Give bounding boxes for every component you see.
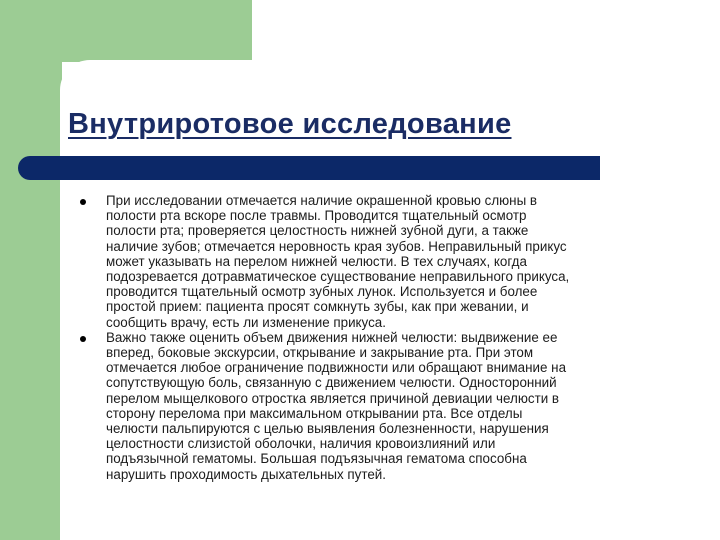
bullet-dot-icon (80, 199, 86, 205)
text-line: подозревается дотравматическое существование неправильного прикуса, (106, 269, 570, 285)
text-line: челюсти пальпируются с целью выявления болезненности, нарушения (106, 421, 549, 437)
title-underline-bar (18, 156, 600, 180)
text-line: полости рта; проверяется целостность нижней зубной дуги, а также (106, 223, 529, 239)
text-line: простой прием: пациента просят сомкнуть зубы, как при жевании, и (106, 299, 529, 315)
text-line: сообщить врачу, есть ли изменение прикуса. (106, 314, 386, 330)
bullet-item (78, 330, 668, 482)
text-line: наличие зубов; отмечается неровность края зубов. Неправильный прикус (106, 238, 567, 254)
text-line: сопутствующую боль, связанную с движением челюсти. Односторонний (106, 375, 557, 391)
text-line: проводится тщательный осмотр зубных лунок. Используется и более (106, 284, 538, 300)
text-line: подъязычной гематомы. Большая подъязычная гематома способна (106, 451, 527, 467)
text-line: полости рта вскоре после травмы. Проводится тщательный осмотр (106, 208, 527, 224)
bullet-text (106, 330, 668, 482)
text-line: перелом мыщелкового отростка является причиной девиации челюсти в (106, 390, 560, 406)
text-line: может указывать на перелом нижней челюсти. В тех случаях, когда (106, 253, 527, 269)
decorative-green-block-left (0, 0, 62, 540)
text-line: При исследовании отмечается наличие окрашенной кровью слюны в (106, 193, 538, 208)
text-line: отмечается любое ограничение подвижности или обращают внимание на (106, 360, 567, 376)
text-line: целостности слизистой оболочки, наличия кровоизлияний или (106, 436, 496, 452)
bullet-item (78, 193, 668, 330)
slide-title: Внутриротовое исследование (68, 108, 512, 140)
text-line: Важно также оценить объем движения нижней челюсти: выдвижение ее (106, 329, 558, 345)
text-line: сторону перелома при максимальном открывании рта. Все отделы (106, 405, 523, 421)
bullet-text (106, 193, 668, 330)
bullet-dot-icon (80, 336, 86, 342)
text-line: вперед, боковые экскурсии, открывание и закрывание рта. При этом (106, 345, 534, 361)
bullet-list (78, 193, 668, 482)
text-line: нарушить проходимость дыхательных путей. (106, 466, 386, 482)
